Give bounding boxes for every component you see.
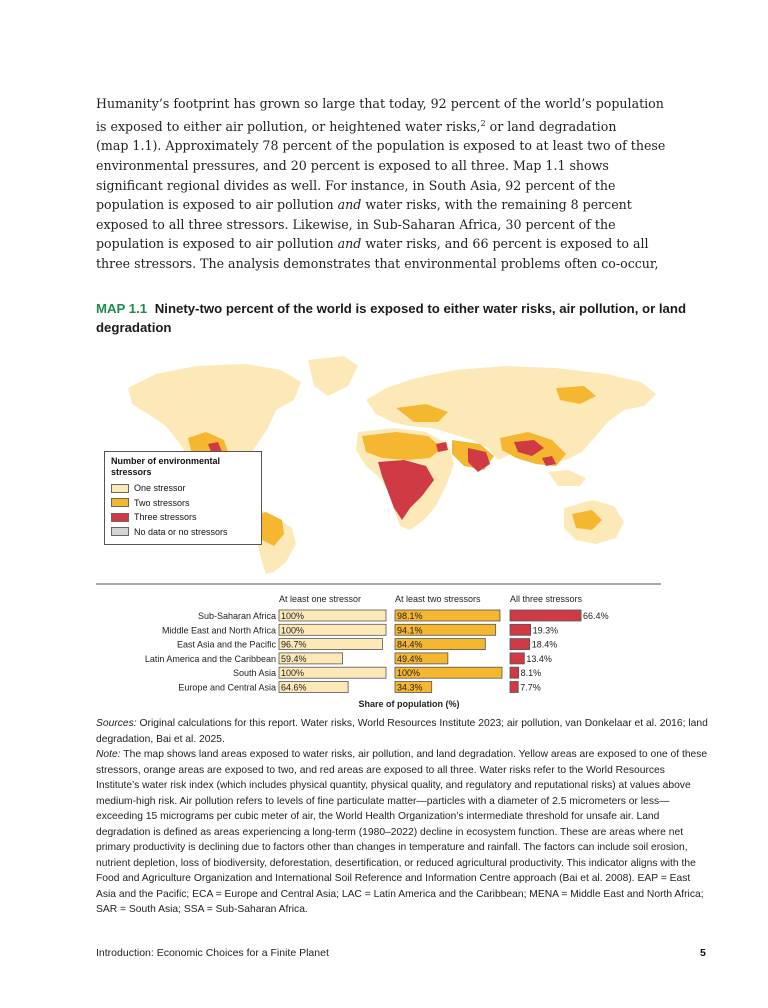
data-label: 66.4%: [583, 611, 609, 621]
intro-text: is exposed to either air pollution, or heightened water risks,: [96, 118, 481, 134]
data-label: 94.1%: [397, 625, 423, 636]
data-label: 49.4%: [397, 653, 423, 664]
page-number: 5: [700, 947, 706, 959]
map-legend: [104, 451, 262, 545]
sources-label: Sources:: [96, 718, 137, 729]
intro-text: water risks, with the remaining 8 percent: [361, 197, 632, 213]
intro-paragraph: [96, 94, 676, 274]
category-label: South Asia: [232, 668, 276, 679]
note-paragraph: [96, 747, 710, 918]
legend-item: [111, 525, 255, 540]
bar: [510, 639, 530, 650]
series-header: At least one stressor: [279, 594, 362, 604]
data-label: 100%: [281, 611, 305, 621]
sources-paragraph: [96, 716, 710, 747]
intro-line: [96, 195, 676, 215]
footer-title: Introduction: Economic Choices for a Finite Planet: [96, 947, 329, 959]
bar: [510, 610, 581, 621]
legend-label: No data or no stressors: [134, 526, 228, 537]
category-label: East Asia and the Pacific: [176, 639, 276, 650]
sources-note: [96, 716, 710, 918]
intro-text: population is exposed to air pollution: [96, 197, 338, 213]
intro-text: or land degradation: [485, 118, 617, 134]
sources-text: Original calculations for this report. Water risks, World Resources Institute 2023; air pollution, van Donkelaar et al. 2016; land degradation, Bai et al. 2025.: [96, 718, 708, 745]
category-label: Sub-Saharan Africa: [197, 611, 276, 621]
data-label: 59.4%: [281, 653, 307, 664]
data-label: 98.1%: [397, 611, 423, 621]
legend-item: [111, 496, 255, 511]
data-label: 7.7%: [520, 682, 541, 693]
bar: [510, 624, 531, 635]
bar: [510, 667, 519, 678]
intro-line: (map 1.1). Approximately 78 percent of the population is exposed to at least two of these: [96, 138, 666, 154]
legend-label: Three stressors: [134, 512, 197, 523]
stressor-chart: [96, 583, 662, 716]
intro-emphasis: and: [337, 197, 362, 213]
legend-title: Number of environmental stressors: [111, 456, 221, 477]
category-label: Latin America and the Caribbean: [144, 653, 276, 664]
data-label: 34.3%: [397, 682, 423, 693]
intro-emphasis: and: [337, 236, 362, 252]
intro-line: [96, 234, 676, 254]
bar: [510, 653, 524, 664]
legend-item: [111, 510, 255, 525]
category-label: Europe and Central Asia: [178, 682, 276, 693]
legend-swatch-two: [111, 498, 129, 507]
map-number: MAP 1.1: [96, 301, 148, 316]
intro-text: water risks, and 66 percent is exposed to all: [361, 236, 649, 252]
data-label: 64.6%: [281, 682, 307, 693]
legend-item: [111, 481, 255, 496]
data-label: 100%: [281, 625, 305, 636]
data-label: 96.7%: [281, 639, 307, 650]
note-text: The map shows land areas exposed to water risks, air pollution, and land degradation. Yellow areas are exposed to one of these stressors, orange areas are exposed to two, and red areas are exposed to all three. Water risks refer to the World Resources Institute’s water risk index (which includes physical quantity, physical quality, and regulatory and reputational risks) at values above medium-high risk. Air pollution refers to levels of fine particulate matter—particles with a diameter of 2.5 micrometers or less—exceeding 15 micrograms per cubic meter of air, the World Health Organization’s intermediate threshold for unsafe air. Land degradation is defined as areas experiencing a long-term (1980–2022) decline in ecosystem function. These are areas where net primary productivity is declining due to factors other than changes in temperature and rainfall. The factors can include soil erosion, nutrient depletion, loss of biodiversity, deforestation, desertification, or reduced agricultural productivity. This indicator aligns with the Food and Agriculture Organization and International Soil Reference and Information Centre approach (Bai et al. 2008). EAP = East Asia and the Pacific; ECA = Europe and Central Asia; LAC = Latin America and the Caribbean; MENA = Middle East and North Africa; SAR = South Asia; SSA = Sub-Saharan Africa.: [96, 749, 708, 915]
map-heading: [96, 300, 716, 337]
data-label: 13.4%: [526, 653, 552, 664]
data-label: 8.1%: [520, 668, 542, 679]
data-label: 100%: [281, 668, 305, 679]
data-label: 19.3%: [532, 625, 559, 636]
series-header: At least two stressors: [395, 594, 481, 604]
intro-line: significant regional divides as well. For instance, in South Asia, 92 percent of the: [96, 177, 616, 193]
bar: [510, 682, 518, 693]
legend-swatch-none: [111, 527, 129, 536]
stressor-chart-svg: [96, 583, 662, 711]
intro-line: [96, 114, 676, 137]
legend-label: Two stressors: [134, 497, 190, 508]
intro-text: population is exposed to air pollution: [96, 236, 338, 252]
map-title: Ninety-two percent of the world is exposed to either water risks, air pollution, or land degradation: [96, 301, 686, 335]
data-label: 84.4%: [397, 639, 423, 650]
footnote-ref[interactable]: 2: [480, 118, 486, 128]
x-axis-label: Share of population (%): [358, 699, 460, 709]
intro-line: three stressors. The analysis demonstrates that environmental problems often co-occur,: [96, 255, 659, 271]
series-header: All three stressors: [510, 594, 583, 604]
data-label: 18.4%: [531, 639, 558, 650]
legend-swatch-three: [111, 513, 129, 522]
intro-line: exposed to all three stressors. Likewise, in Sub-Saharan Africa, 30 percent of the: [96, 216, 616, 232]
legend-label: One stressor: [134, 483, 186, 494]
data-label: 100%: [397, 668, 421, 679]
intro-line: environmental pressures, and 20 percent is exposed to all three. Map 1.1 shows: [96, 157, 609, 173]
intro-line: Humanity’s footprint has grown so large that today, 92 percent of the world’s population: [96, 96, 664, 111]
note-label: Note:: [96, 749, 121, 760]
category-label: Middle East and North Africa: [161, 625, 276, 636]
legend-swatch-one: [111, 484, 129, 493]
